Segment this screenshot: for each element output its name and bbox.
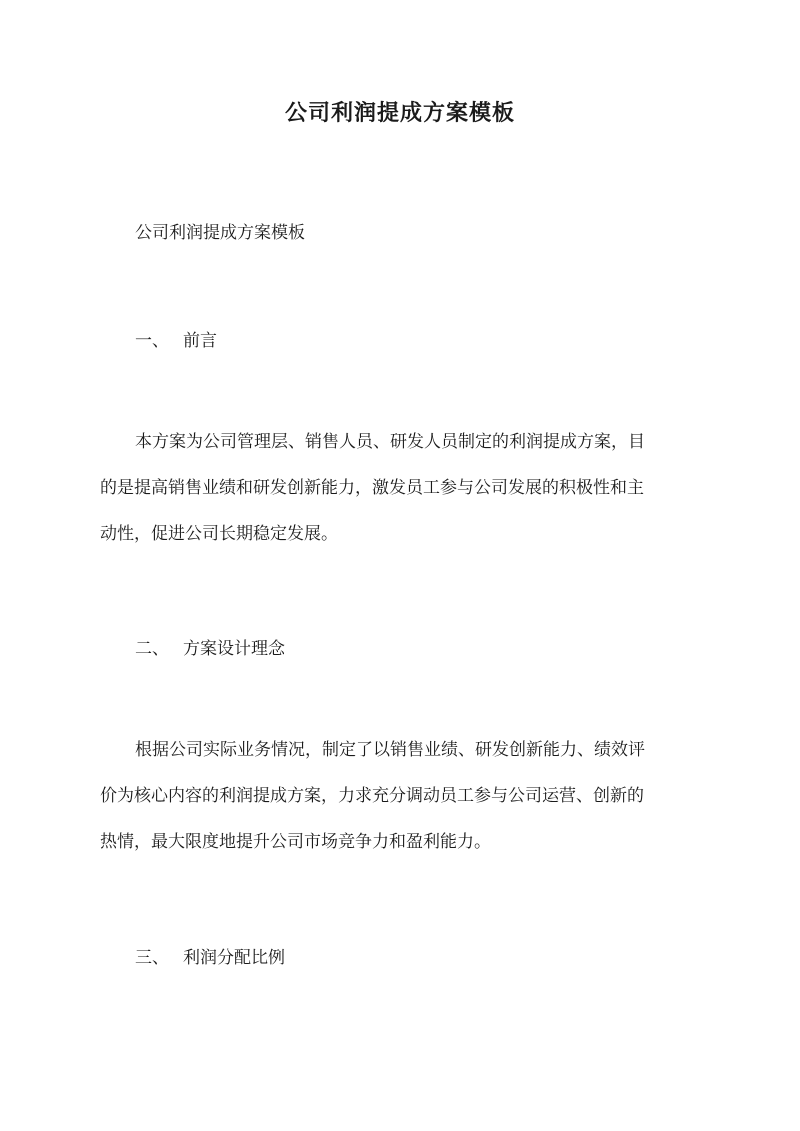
- paragraph-line: 热情，最大限度地提升公司市场竞争力和盈利能力。: [100, 832, 491, 852]
- section-title: 利润分配比例: [183, 948, 285, 968]
- paragraph-line: 价为核心内容的利润提成方案，力求充分调动员工参与公司运营、创新的: [100, 786, 644, 806]
- section-title: 方案设计理念: [183, 639, 285, 659]
- section-number: 一、: [135, 331, 169, 351]
- section-heading-3: [135, 943, 285, 968]
- paragraph-line: 根据公司实际业务情况，制定了以销售业绩、研发创新能力、绩效评: [135, 740, 645, 760]
- section-heading-1: [135, 326, 217, 351]
- section-paragraph-2: [100, 727, 700, 865]
- document-title: 公司利润提成方案模板: [284, 100, 515, 126]
- section-paragraph-1: [100, 419, 700, 557]
- document-subtitle: 公司利润提成方案模板: [135, 223, 305, 243]
- section-number: 三、: [135, 948, 169, 968]
- section-number: 二、: [135, 639, 169, 659]
- paragraph-line: 的是提高销售业绩和研发创新能力，激发员工参与公司发展的积极性和主: [100, 478, 644, 498]
- section-title: 前言: [183, 331, 217, 351]
- paragraph-line: 本方案为公司管理层、销售人员、研发人员制定的利润提成方案，目: [135, 432, 645, 452]
- paragraph-line: 动性，促进公司长期稳定发展。: [100, 524, 338, 544]
- section-heading-2: [135, 634, 285, 659]
